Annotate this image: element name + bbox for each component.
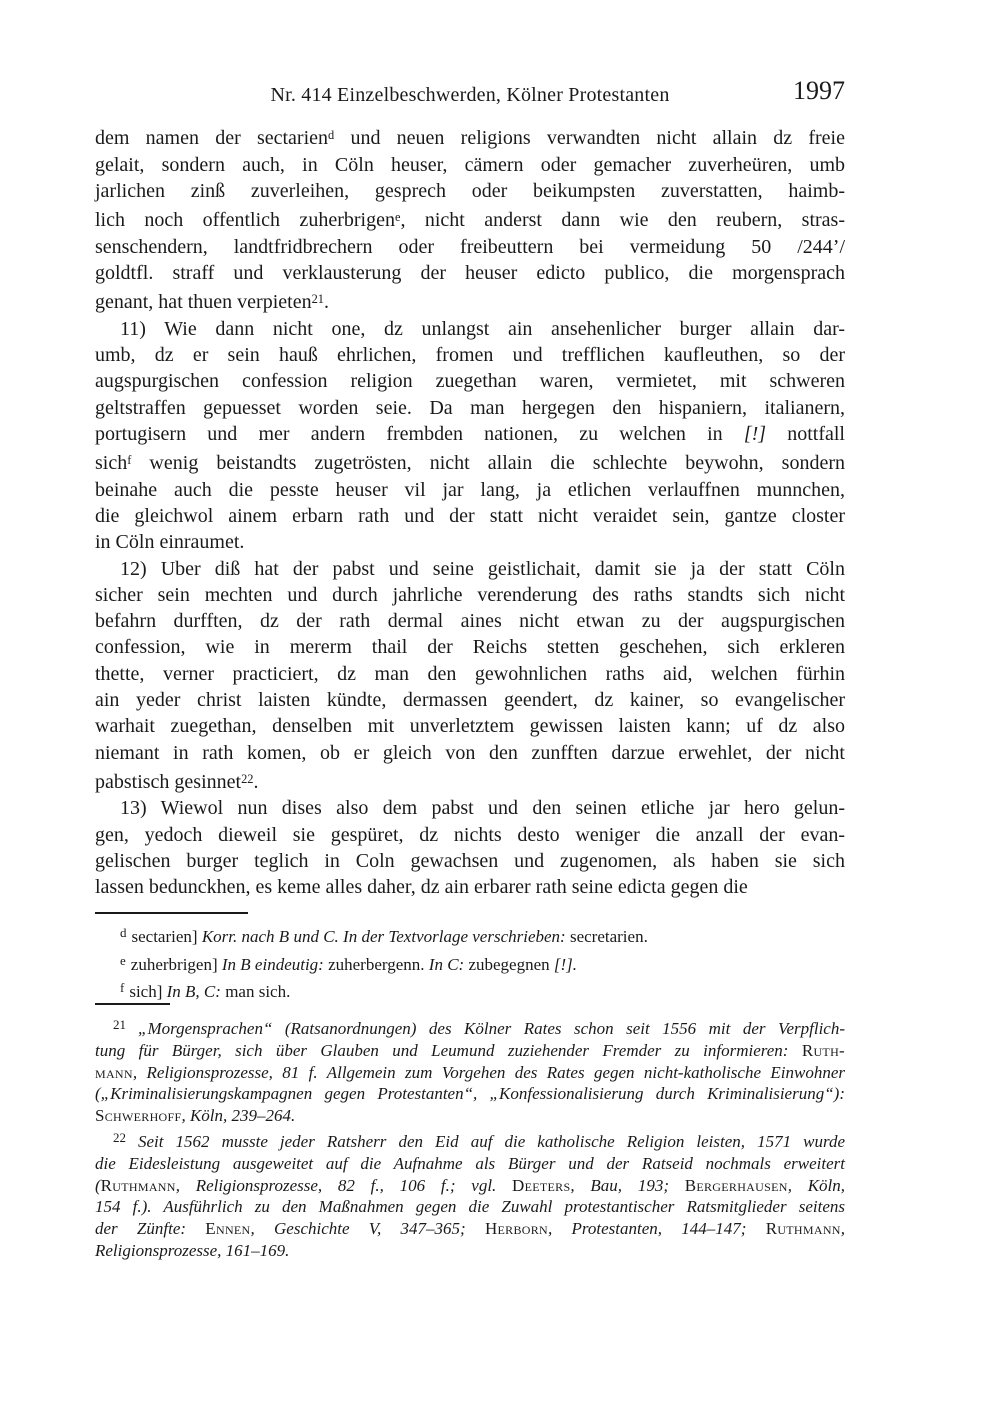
footnote-reference-marker: d [328, 128, 335, 142]
footnote-marker: 21 [113, 1017, 126, 1032]
text-segment: ain yeder christ laisten kündte, dermassen geendert, dz kainer, so evangelischer [95, 689, 845, 712]
numbered-footnote-separator-rule [95, 1003, 170, 1005]
text-line [95, 713, 845, 739]
text-segment: Seit 1562 musste jeder Ratsherr den Eid auf die katholische Religion leisten, 1571 wurde [138, 1131, 845, 1151]
text-segment: . [253, 771, 259, 794]
text-segment: In C: [428, 954, 465, 974]
text-line [95, 503, 845, 529]
text-line [95, 822, 845, 848]
text-segment: . [323, 291, 329, 314]
text-segment: zubegegnen [464, 954, 554, 974]
text-segment: Ruthmann [765, 1219, 841, 1239]
footnote [95, 921, 845, 949]
text-segment: [!] [743, 422, 767, 445]
text-segment: thette, verner practiciert, dz man den gewohnlichen raths aid, welchen fürhin [95, 662, 845, 685]
text-segment: Bergerhausen [684, 1175, 788, 1195]
numbered-footnotes [95, 1014, 845, 1262]
text-segment: In B, C: [166, 982, 221, 1001]
text-segment: niemant in rath komen, ob er gleich von den zunfften darzue erwehlet, der nicht [95, 741, 845, 764]
text-segment: die gleichwol ainem erbarn rath und der statt nicht veraidet sein, gantze closter [95, 504, 845, 527]
footnote-reference-marker: f [127, 453, 132, 468]
text-line [95, 1083, 845, 1105]
text-segment: goldtfl. straff und verklausterung der heuser edicto publico, die morgensprach [95, 261, 845, 284]
text-line [95, 848, 845, 874]
footnote-marker: 22 [113, 1129, 126, 1145]
text-segment: zuherbrigen] [130, 954, 222, 974]
text-line [95, 556, 845, 582]
footnote-reference-marker: e [394, 210, 401, 225]
footnote [95, 1014, 845, 1127]
text-line [95, 687, 845, 713]
text-segment: warhait zuegethan, denselben mit unverletztem gewissen laisten kann; uf dz also [95, 715, 845, 738]
text-line [95, 447, 845, 477]
page-number: 1997 [793, 76, 845, 105]
text-segment: geltstraffen gepuesset worden seie. Da man hergegen den hispaniern, italianern, [95, 396, 845, 419]
text-segment: Korr. nach B und C. In der Textvorlage verschrieben: [201, 927, 566, 946]
text-segment: jarlichen zinß zuverleihen, gesprech oder beikumpsten zuverstatten, haimb- [95, 179, 845, 202]
text-segment: augspurgischen confession religion zuegethan waren, vermietet, mit schweren [95, 370, 845, 393]
text-segment: 13) Wiewol nun dises also dem pabst und den seinen etliche jar hero gelun- [120, 797, 845, 820]
text-line [95, 661, 845, 687]
text-line [95, 1105, 845, 1127]
running-header [95, 76, 845, 112]
paragraph [95, 316, 845, 556]
text-line [95, 152, 845, 178]
text-segment: Ruthmann [100, 1175, 176, 1195]
text-segment: , Geschichte V, 347–365; [250, 1219, 485, 1239]
text-segment: sicher sein mechten und durch jahrliche verenderung des raths standts sich nicht [95, 583, 845, 606]
text-line [95, 316, 845, 342]
text-segment: „Morgensprachen“ (Ratsanordnungen) des Kölner Rates schon seit 1556 mit der Verpflich- [138, 1019, 845, 1038]
text-segment: , Religionsprozesse, 82 f., 106 f.; vgl. [175, 1175, 513, 1195]
text-segment: senschendern, landtfridbrechern oder freibeuttern bei vermeidung 50 /244’/ [95, 235, 845, 258]
text-line [95, 766, 845, 796]
text-segment: befahrn durfften, dz der rath dermal aines nicht etwan zu der augspurgischen [95, 610, 845, 633]
text-segment: pabstisch gesinnet [95, 771, 242, 794]
paragraph [95, 795, 845, 900]
text-segment: umb, dz er sein hauß ehrlichen, fromen und trefflichen kaufleuthen, so der [95, 343, 845, 366]
text-segment: zuherbergenn. [323, 954, 429, 974]
text-segment: Ruth- [801, 1040, 845, 1060]
text-line [95, 421, 845, 447]
text-line [95, 395, 845, 421]
text-segment: mann [95, 1062, 133, 1082]
text-segment: secretarien. [565, 927, 648, 946]
text-line [95, 795, 845, 821]
text-line [95, 204, 845, 234]
text-segment: , Bau, 193; [570, 1175, 685, 1195]
text-line [95, 740, 845, 766]
text-segment: [!]. [553, 954, 578, 974]
text-line [95, 1153, 845, 1175]
text-line [95, 634, 845, 660]
text-segment: gelait, sondern auch, in Cöln heuser, cämern oder gemacher zuverheüren, umb [95, 153, 845, 176]
text-line [95, 1196, 845, 1218]
text-line [95, 874, 845, 900]
text-line [95, 122, 845, 152]
text-line [95, 529, 845, 555]
paragraph [95, 556, 845, 796]
text-line [95, 1218, 845, 1240]
footnote-reference-marker: 22 [241, 771, 254, 786]
footnote-marker: f [120, 980, 125, 995]
text-segment: lich noch offentlich zuherbrigen [95, 209, 395, 232]
text-line [95, 342, 845, 368]
footnote-marker: d [120, 925, 127, 940]
text-segment: portugisern und mer andern frembden nationen, zu welchen in [95, 422, 744, 445]
text-segment: ( [95, 1175, 101, 1195]
text-line [95, 1127, 845, 1153]
footnote-reference-marker: 21 [311, 292, 324, 307]
text-segment: Herborn [484, 1219, 548, 1239]
text-line [95, 260, 845, 286]
text-line [95, 1062, 845, 1084]
text-segment: sectarien] [131, 927, 202, 946]
text-line [95, 234, 845, 260]
footnote-marker: e [120, 952, 126, 968]
text-line [95, 1240, 845, 1262]
text-segment: , [840, 1219, 846, 1239]
text-line [95, 368, 845, 394]
text-segment: nottfall [766, 422, 845, 445]
letter-footnote-separator-rule [95, 912, 248, 914]
text-segment: , Protestanten, 144–147; [548, 1219, 766, 1239]
text-segment: in Cöln einraumet. [95, 531, 245, 554]
text-segment: , nicht anderst dann wie den reubern, stras- [400, 209, 845, 232]
text-segment: der Zünfte: [95, 1219, 206, 1239]
text-segment: Ennen [205, 1219, 251, 1239]
text-segment: dem namen der sectarien [95, 127, 329, 150]
text-segment: Religionsprozesse, 161–169. [95, 1240, 290, 1260]
footnote [95, 976, 845, 1004]
text-segment: tung für Bürger, sich über Glauben und Leumund zuziehender Fremder zu informieren: [95, 1040, 802, 1060]
text-segment: die Eidesleistung ausgeweitet auf die Aufnahme als Bürger und der Ratseid nochmals erweitert [95, 1153, 845, 1173]
running-header-title: Nr. 414 Einzelbeschwerden, Kölner Protestanten [270, 84, 670, 106]
text-segment: , Köln, 239–264. [181, 1106, 296, 1126]
text-line [95, 286, 845, 316]
text-segment: und neuen religions verwandten nicht allain dz freie [334, 127, 845, 150]
text-line [95, 582, 845, 608]
letter-footnotes [95, 921, 845, 1004]
text-segment: beinahe auch die pesste heuser vil jar lang, ja etlichen verlauffnen munnchen, [95, 478, 845, 501]
text-line [95, 1040, 845, 1062]
footnote [95, 949, 845, 977]
paragraph [95, 122, 845, 316]
text-segment: Schwerhoff [95, 1106, 182, 1126]
text-segment: 11) Wie dann nicht one, dz unlangst ain ansehenlicher burger allain dar- [120, 317, 845, 340]
text-segment: wenig beistandts zugetrösten, nicht allain die schlechte beywohn, sondern [131, 452, 845, 475]
body-text [95, 122, 845, 901]
text-line [95, 1014, 845, 1040]
text-line [95, 608, 845, 634]
text-segment: genant, hat thuen verpieten [95, 291, 312, 314]
text-segment: 154 f.). Ausführlich zu den Maßnahmen gegen die Zuwahl protestantischer Ratsmitglieder seitens [95, 1197, 845, 1217]
text-segment: In B eindeutig: [221, 954, 324, 974]
text-line [95, 477, 845, 503]
text-segment: , Religionsprozesse, 81 f. Allgemein zum Vorgehen des Rates gegen nicht-katholische Einwohner [132, 1062, 845, 1082]
text-segment: , Köln, [787, 1175, 846, 1195]
text-segment: gen, yedoch dieweil sie gespüret, dz nichts desto weniger die anzall der evan- [95, 823, 845, 846]
text-line [95, 178, 845, 204]
footnote [95, 1127, 845, 1262]
text-segment: confession, wie in mererm thail der Reichs stetten geschehen, sich erkleren [95, 636, 845, 659]
text-segment: („Kriminalisierungskampagnen gegen Protestanten“, „Konfessionalisierung durch Kriminalisierung“): [95, 1084, 845, 1104]
text-segment: sich] [129, 982, 167, 1001]
text-segment: lassen bedunckhen, es keme alles daher, dz ain erbarer rath seine edicta gegen die [95, 876, 748, 899]
text-segment: 12) Uber diß hat der pabst und seine geistlichait, damit sie ja der statt Cöln [120, 557, 845, 580]
text-segment: Deeters [512, 1175, 571, 1195]
text-segment: man sich. [220, 982, 291, 1001]
text-segment: sich [95, 452, 128, 475]
text-segment: gelischen burger teglich in Coln gewachsen und zugenomen, als haben sie sich [95, 850, 845, 873]
text-line [95, 1175, 845, 1197]
